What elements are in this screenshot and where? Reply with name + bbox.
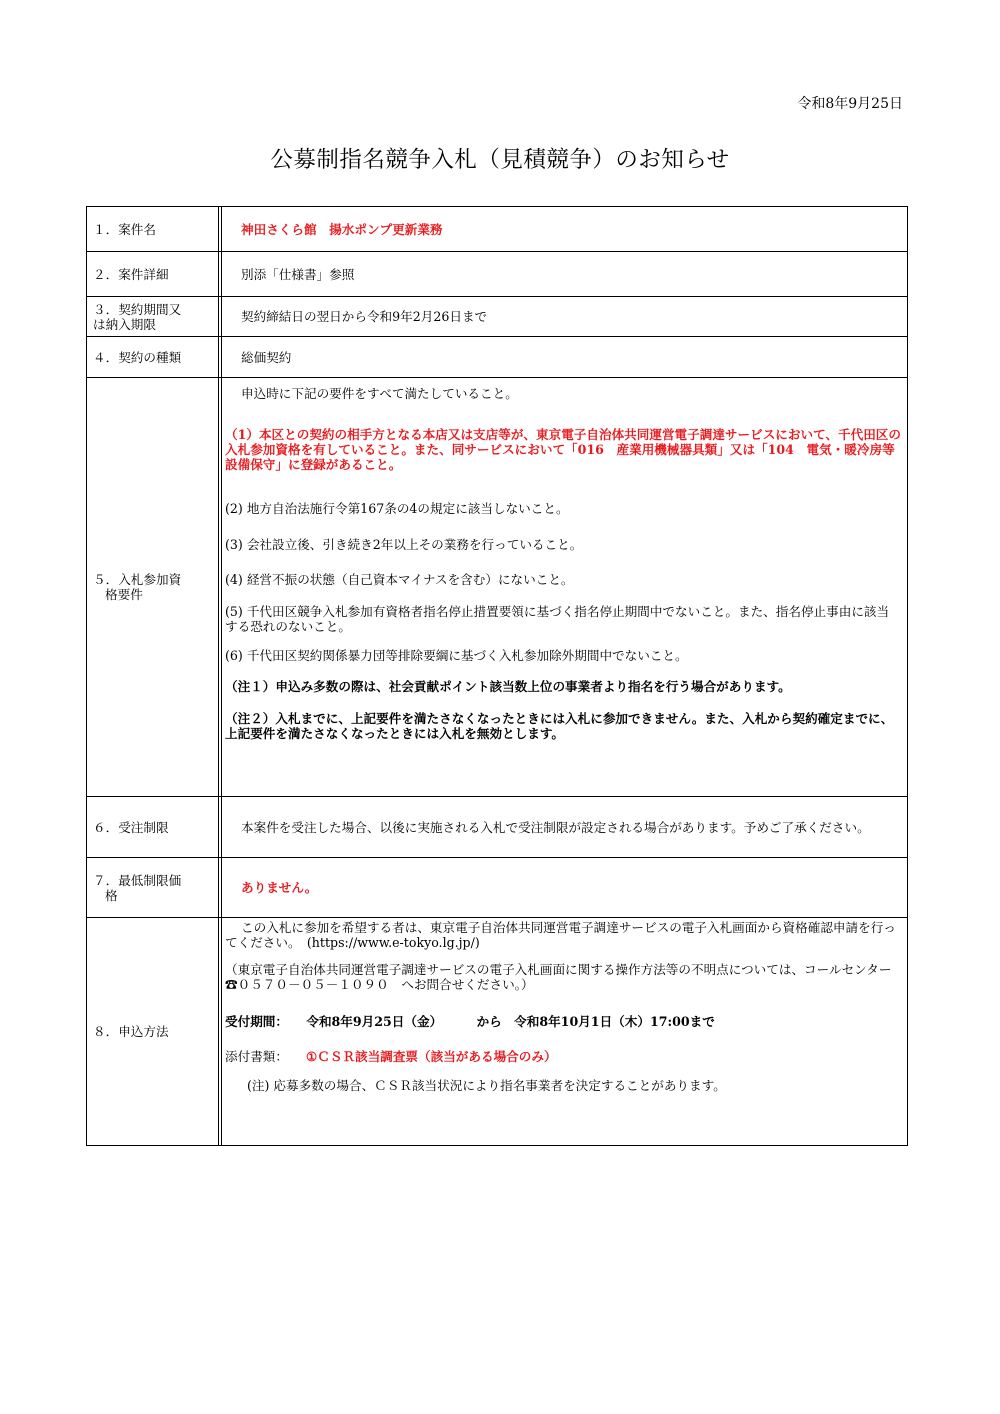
eligibility-note-1: （注１）申込み多数の際は、社会貢献ポイント該当数上位の事業者より指名を行う場合があります。	[225, 679, 791, 694]
notice-table	[86, 206, 908, 1146]
label-eligibility: ５．入札参加資 格要件	[87, 378, 219, 797]
label-minimum-price: ７．最低制限価 格	[87, 858, 219, 918]
label-contract-type: ４．契約の種類	[87, 337, 219, 378]
eligibility-req-2: (2) 地方自治法施行令第167条の4の規定に該当しないこと。	[225, 501, 569, 516]
eligibility-req-1: （1）本区との契約の相手方となる本店又は支店等が、東京電子自治体共同運営電子調達サービスにおいて、千代田区の入札参加資格を有していること。また、同サービスにおいて「016 産業用機械器具類」又は「104 電気・暖冷房等設備保守」に登録があること。	[225, 427, 901, 472]
row-eligibility	[87, 378, 908, 797]
label-order-restriction: ６．受注制限	[87, 797, 219, 858]
attachments-value: ①ＣＳＲ該当調査票（該当がある場合のみ）	[305, 1049, 557, 1064]
row-project-detail	[87, 252, 908, 297]
page-title: 公募制指名競争入札（見積競争）のお知らせ	[270, 147, 730, 173]
application-callcenter: （東京電子自治体共同運営電子調達サービスの電子入札画面に関する操作方法等の不明点については、コールセンター☎０５７０－０５－１０９０ へお問合せください。）	[225, 962, 892, 992]
value-project-detail: 別添「仕様書」参照	[241, 266, 355, 282]
eligibility-note-2: （注２）入札までに、上記要件を満たさなくなったときには入札に参加できません。また、入札から契約確定までに、上記要件を満たさなくなったときには入札を無効とします。	[225, 711, 894, 741]
eligibility-req-4: (4) 経営不振の状態（自己資本マイナスを含む）にないこと。	[225, 572, 574, 587]
eligibility-req-6: (6) 千代田区契約関係暴力団等排除要綱に基づく入札参加除外期間中でないこと。	[225, 648, 688, 663]
row-contract-type	[87, 337, 908, 378]
value-contract-type: 総価契約	[241, 349, 292, 365]
application-note: (注) 応募多数の場合、ＣＳＲ該当状況により指名事業者を決定することがあります。	[247, 1078, 726, 1093]
row-contract-period	[87, 297, 908, 337]
value-contract-period: 契約締結日の翌日から令和9年2月26日まで	[241, 309, 488, 324]
label-contract-period: ３．契約期間又 は納入期限	[87, 297, 219, 337]
row-minimum-price	[87, 858, 908, 918]
attachments: 添付書類： ①ＣＳＲ該当調査票（該当がある場合のみ）	[225, 1049, 557, 1064]
label-project-name: １．案件名	[87, 207, 219, 252]
eligibility-req-5: (5) 千代田区競争入札参加有資格者指名停止措置要領に基づく指名停止期間中でないこと。また、指名停止事由に該当する恐れのないこと。	[225, 604, 890, 634]
application-instructions: この入札に参加を希望する者は、東京電子自治体共同運営電子調達サービスの電子入札画面から資格確認申請を行ってください。 (https://www.e-tokyo.lg.jp/)	[225, 920, 896, 950]
value-project-name: 神田さくら館 揚水ポンプ更新業務	[241, 221, 443, 237]
value-order-restriction: 本案件を受注した場合、以後に実施される入札で受注制限が設定される場合があります。予めご了承ください。	[241, 819, 870, 835]
row-order-restriction	[87, 797, 908, 858]
notice-date: 令和8年9月25日	[797, 96, 903, 112]
label-application-method: ８．申込方法	[87, 918, 219, 1146]
row-application-method	[87, 918, 908, 1146]
label-project-detail: ２．案件詳細	[87, 252, 219, 297]
acceptance-period: 受付期間： 令和8年9月25日（金） から 令和8年10月1日（木）17:00まで	[225, 1014, 715, 1029]
eligibility-req-3: (3) 会社設立後、引き続き2年以上その業務を行っていること。	[225, 537, 583, 552]
value-minimum-price: ありません。	[241, 880, 318, 895]
eligibility-intro: 申込時に下記の要件をすべて満たしていること。	[241, 386, 518, 401]
row-project-name	[87, 207, 908, 252]
